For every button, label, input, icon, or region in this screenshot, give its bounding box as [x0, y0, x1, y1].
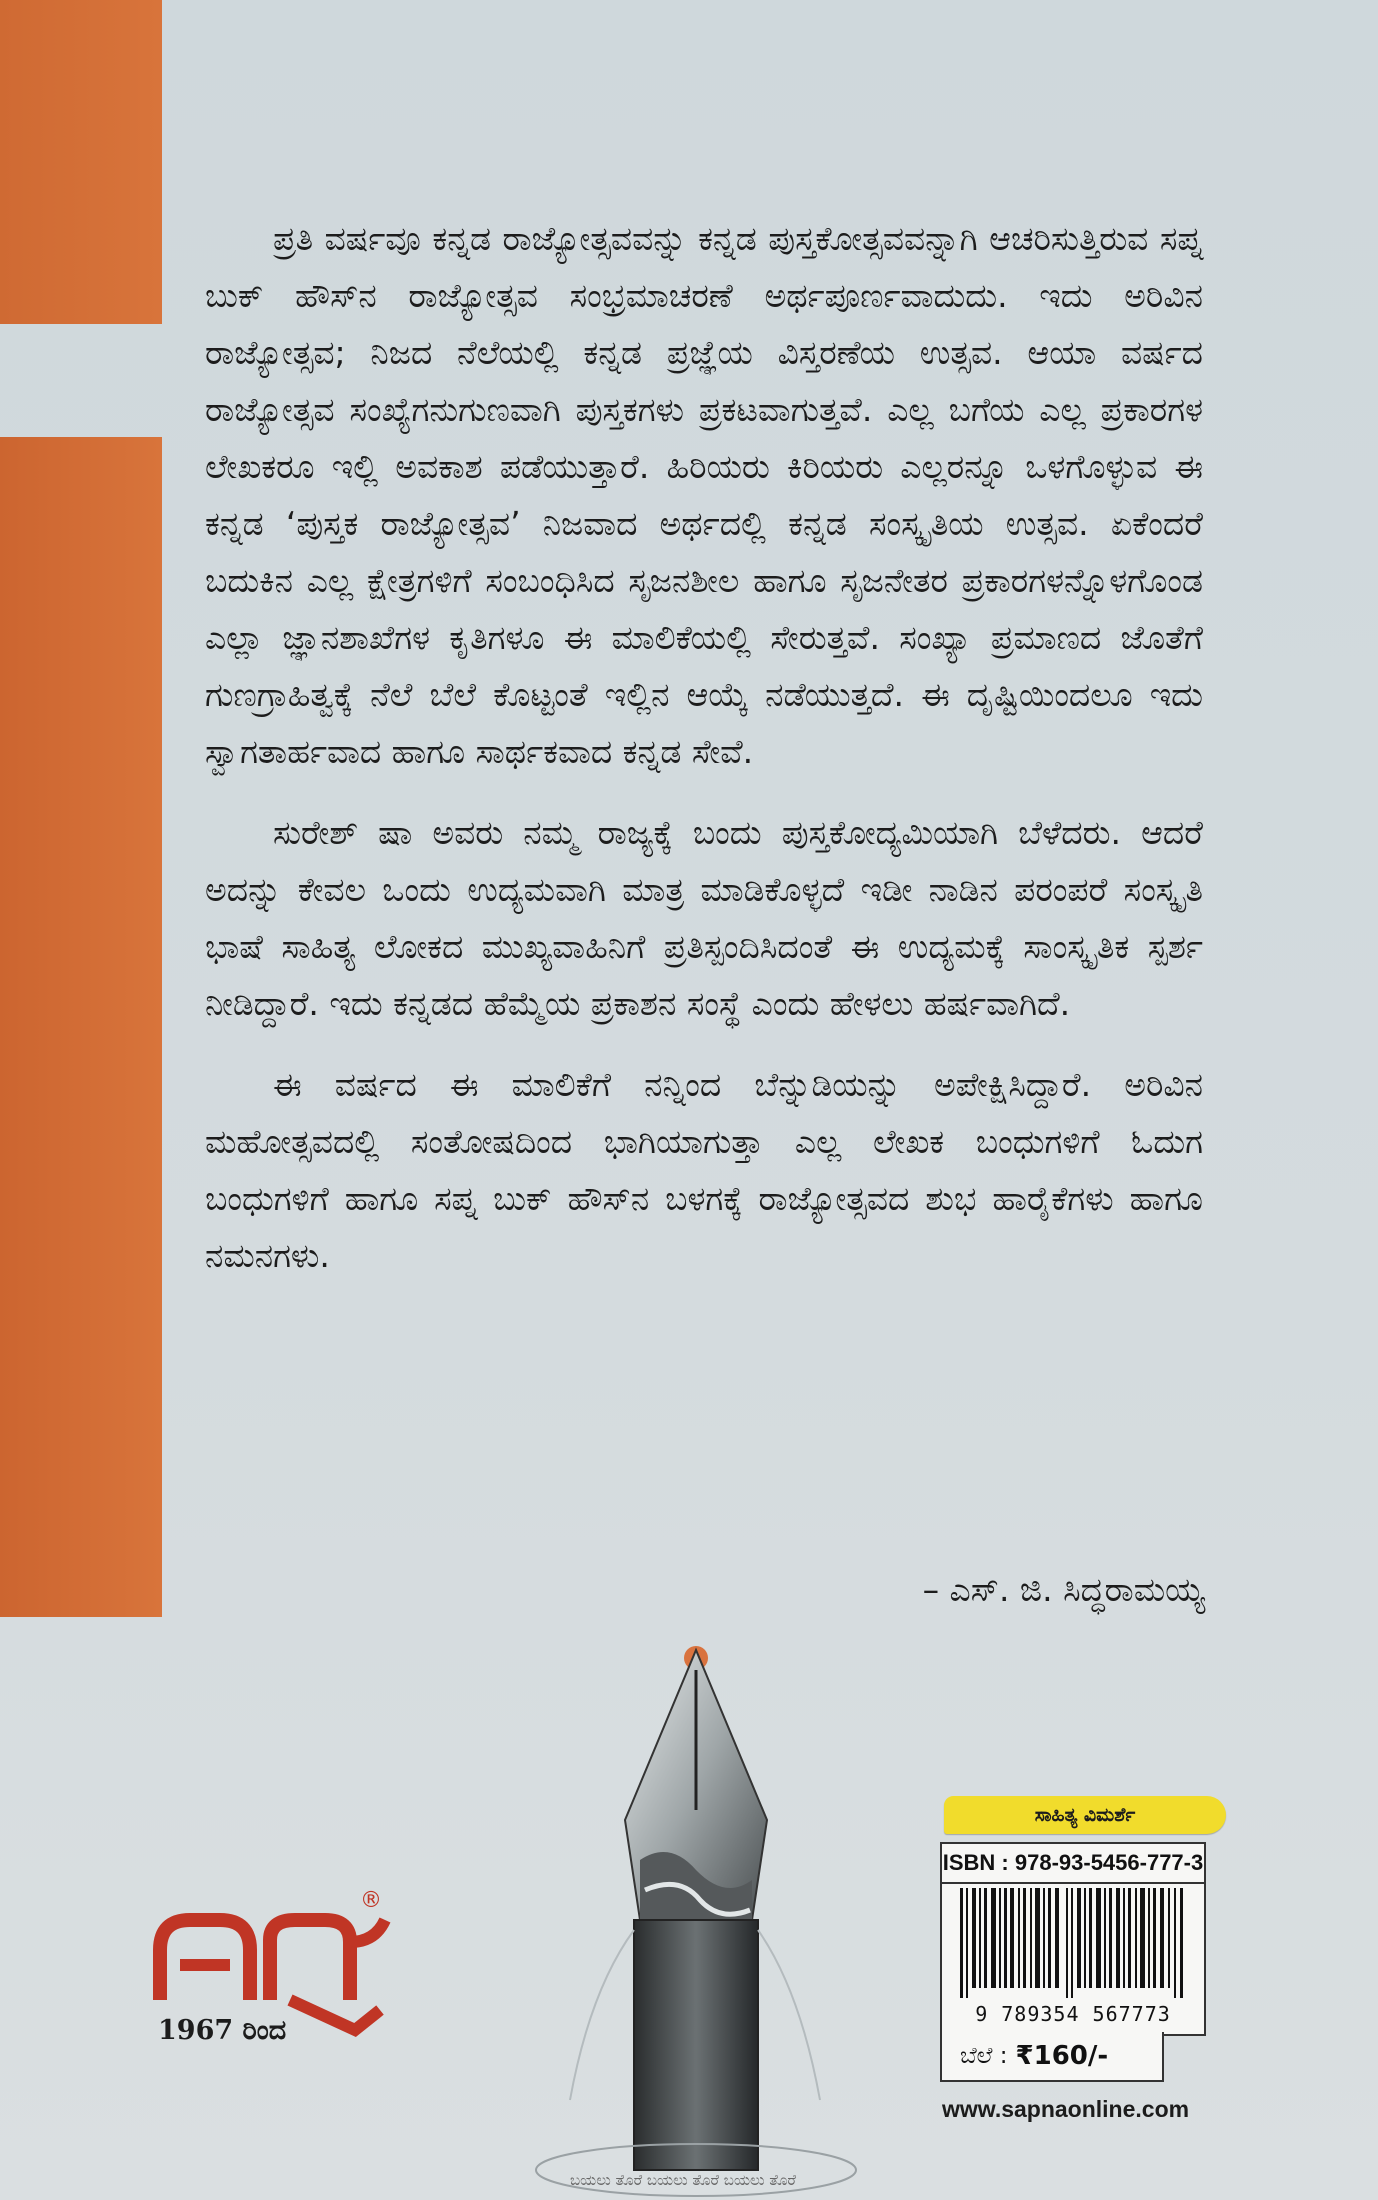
price-label: ಬೆಲೆ :	[960, 2043, 1008, 2069]
blurb-paragraph-3: ಈ ವರ್ಷದ ಈ ಮಾಲಿಕೆಗೆ ನನ್ನಿಂದ ಬೆನ್ನುಡಿಯನ್ನು ಅಪೇಕ್ಷಿಸಿದ್ದಾರೆ. ಅರಿವಿನ ಮಹೋತ್ಸವದಲ್ಲಿ ಸಂತೋಷದಿಂದ ಭಾಗಿಯಾಗುತ್ತಾ ಎಲ್ಲ ಲೇಖಕ ಬಂಧುಗಳಿಗೆ ಓದುಗ ಬಂಧುಗಳಿಗೆ ಹಾಗೂ ಸಪ್ನ ಬುಕ್ ಹೌಸ್‌ನ ಬಳಗಕ್ಕೆ ರಾಜ್ಯೋತ್ಸವದ ಶುಭ ಹಾರೈಕೆಗಳು ಹಾಗೂ ನಮನಗಳು.	[205, 1065, 1203, 1275]
publisher-since: 1967 ರಿಂದ	[158, 2015, 287, 2046]
genre-tag: ಸಾಹಿತ್ಯ ವಿಮರ್ಶೆ	[944, 1796, 1226, 1834]
barcode-icon	[958, 1888, 1188, 1998]
pen-nib-icon	[530, 1630, 970, 2200]
isbn-label: ISBN : 978-93-5456-777-3	[942, 1844, 1204, 1884]
author-signature: – ಎಸ್. ಜಿ. ಸಿದ್ಧರಾಮಯ್ಯ	[922, 1570, 1205, 1609]
price-value: ₹160/-	[1015, 2041, 1109, 2071]
orange-stripe-top	[0, 0, 162, 324]
blurb-text	[205, 210, 1203, 1308]
pen-caption: ಬಯಲು ತೊರೆ ಬಯಲು ತೊರೆ ಬಯಲು ತೊರೆ	[570, 2171, 796, 2189]
registered-mark: ®	[360, 1888, 382, 1913]
orange-stripe-bottom	[0, 437, 162, 1617]
blurb-paragraph-1: ಪ್ರತಿ ವರ್ಷವೂ ಕನ್ನಡ ರಾಜ್ಯೋತ್ಸವವನ್ನು ಕನ್ನಡ ಪುಸ್ತಕೋತ್ಸವವನ್ನಾಗಿ ಆಚರಿಸುತ್ತಿರುವ ಸಪ್ನ ಬುಕ್ ಹೌಸ್‌ನ ರಾಜ್ಯೋತ್ಸವ ಸಂಭ್ರಮಾಚರಣೆ ಅರ್ಥಪೂರ್ಣವಾದುದು. ಇದು ಅರಿವಿನ ರಾಜ್ಯೋತ್ಸವ; ನಿಜದ ನೆಲೆಯಲ್ಲಿ ಕನ್ನಡ ಪ್ರಜ್ಞೆಯ ವಿಸ್ತರಣೆಯ ಉತ್ಸವ. ಆಯಾ ವರ್ಷದ ರಾಜ್ಯೋತ್ಸವ ಸಂಖ್ಯೆಗನುಗುಣವಾಗಿ ಪುಸ್ತಕಗಳು ಪ್ರಕಟವಾಗುತ್ತವೆ. ಎಲ್ಲ ಬಗೆಯ ಎಲ್ಲ ಪ್ರಕಾರಗಳ ಲೇಖಕರೂ ಇಲ್ಲಿ ಅವಕಾಶ ಪಡೆಯುತ್ತಾರೆ. ಹಿರಿಯರು ಕಿರಿಯರು ಎಲ್ಲರನ್ನೂ ಒಳಗೊಳ್ಳುವ ಈ ಕನ್ನಡ ‘ಪುಸ್ತಕ ರಾಜ್ಯೋತ್ಸವ’ ನಿಜವಾದ ಅರ್ಥದಲ್ಲಿ ಕನ್ನಡ ಸಂಸ್ಕೃತಿಯ ಉತ್ಸವ. ಏಕೆಂದರೆ ಬದುಕಿನ ಎಲ್ಲ ಕ್ಷೇತ್ರಗಳಿಗೆ ಸಂಬಂಧಿಸಿದ ಸೃಜನಶೀಲ ಹಾಗೂ ಸೃಜನೇತರ ಪ್ರಕಾರಗಳನ್ನೊಳಗೊಂಡ ಎಲ್ಲಾ ಜ್ಞಾನಶಾಖೆಗಳ ಕೃತಿಗಳೂ ಈ ಮಾಲಿಕೆಯಲ್ಲಿ ಸೇರುತ್ತವೆ. ಸಂಖ್ಯಾ ಪ್ರಮಾಣದ ಜೊತೆಗೆ ಗುಣಗ್ರಾಹಿತ್ವಕ್ಕೆ ನೆಲೆ ಬೆಲೆ ಕೊಟ್ಟಂತೆ ಇಲ್ಲಿನ ಆಯ್ಕೆ ನಡೆಯುತ್ತದೆ. ಈ ದೃಷ್ಟಿಯಿಂದಲೂ ಇದು ಸ್ವಾಗತಾರ್ಹವಾದ ಹಾಗೂ ಸಾರ್ಥಕವಾದ ಕನ್ನಡ ಸೇವೆ.	[205, 219, 1203, 771]
barcode-digits: 9 789354 567773	[975, 2002, 1171, 2026]
blurb-paragraph-2: ಸುರೇಶ್ ಷಾ ಅವರು ನಮ್ಮ ರಾಜ್ಯಕ್ಕೆ ಬಂದು ಪುಸ್ತಕೋದ್ಯಮಿಯಾಗಿ ಬೆಳೆದರು. ಆದರೆ ಅದನ್ನು ಕೇವಲ ಒಂದು ಉದ್ಯಮವಾಗಿ ಮಾತ್ರ ಮಾಡಿಕೊಳ್ಳದೆ ಇಡೀ ನಾಡಿನ ಪರಂಪರೆ ಸಂಸ್ಕೃತಿ ಭಾಷೆ ಸಾಹಿತ್ಯ ಲೋಕದ ಮುಖ್ಯವಾಹಿನಿಗೆ ಪ್ರತಿಸ್ಪಂದಿಸಿದಂತೆ ಈ ಉದ್ಯಮಕ್ಕೆ ಸಾಂಸ್ಕೃತಿಕ ಸ್ಪರ್ಶ ನೀಡಿದ್ದಾರೆ. ಇದು ಕನ್ನಡದ ಹೆಮ್ಮೆಯ ಪ್ರಕಾಶನ ಸಂಸ್ಥೆ ಎಂದು ಹೇಳಲು ಹರ್ಷವಾಗಿದೆ.	[205, 813, 1203, 1023]
website-link[interactable]: www.sapnaonline.com	[942, 2096, 1190, 2122]
price-box	[940, 2032, 1164, 2082]
isbn-box	[940, 1842, 1206, 2036]
